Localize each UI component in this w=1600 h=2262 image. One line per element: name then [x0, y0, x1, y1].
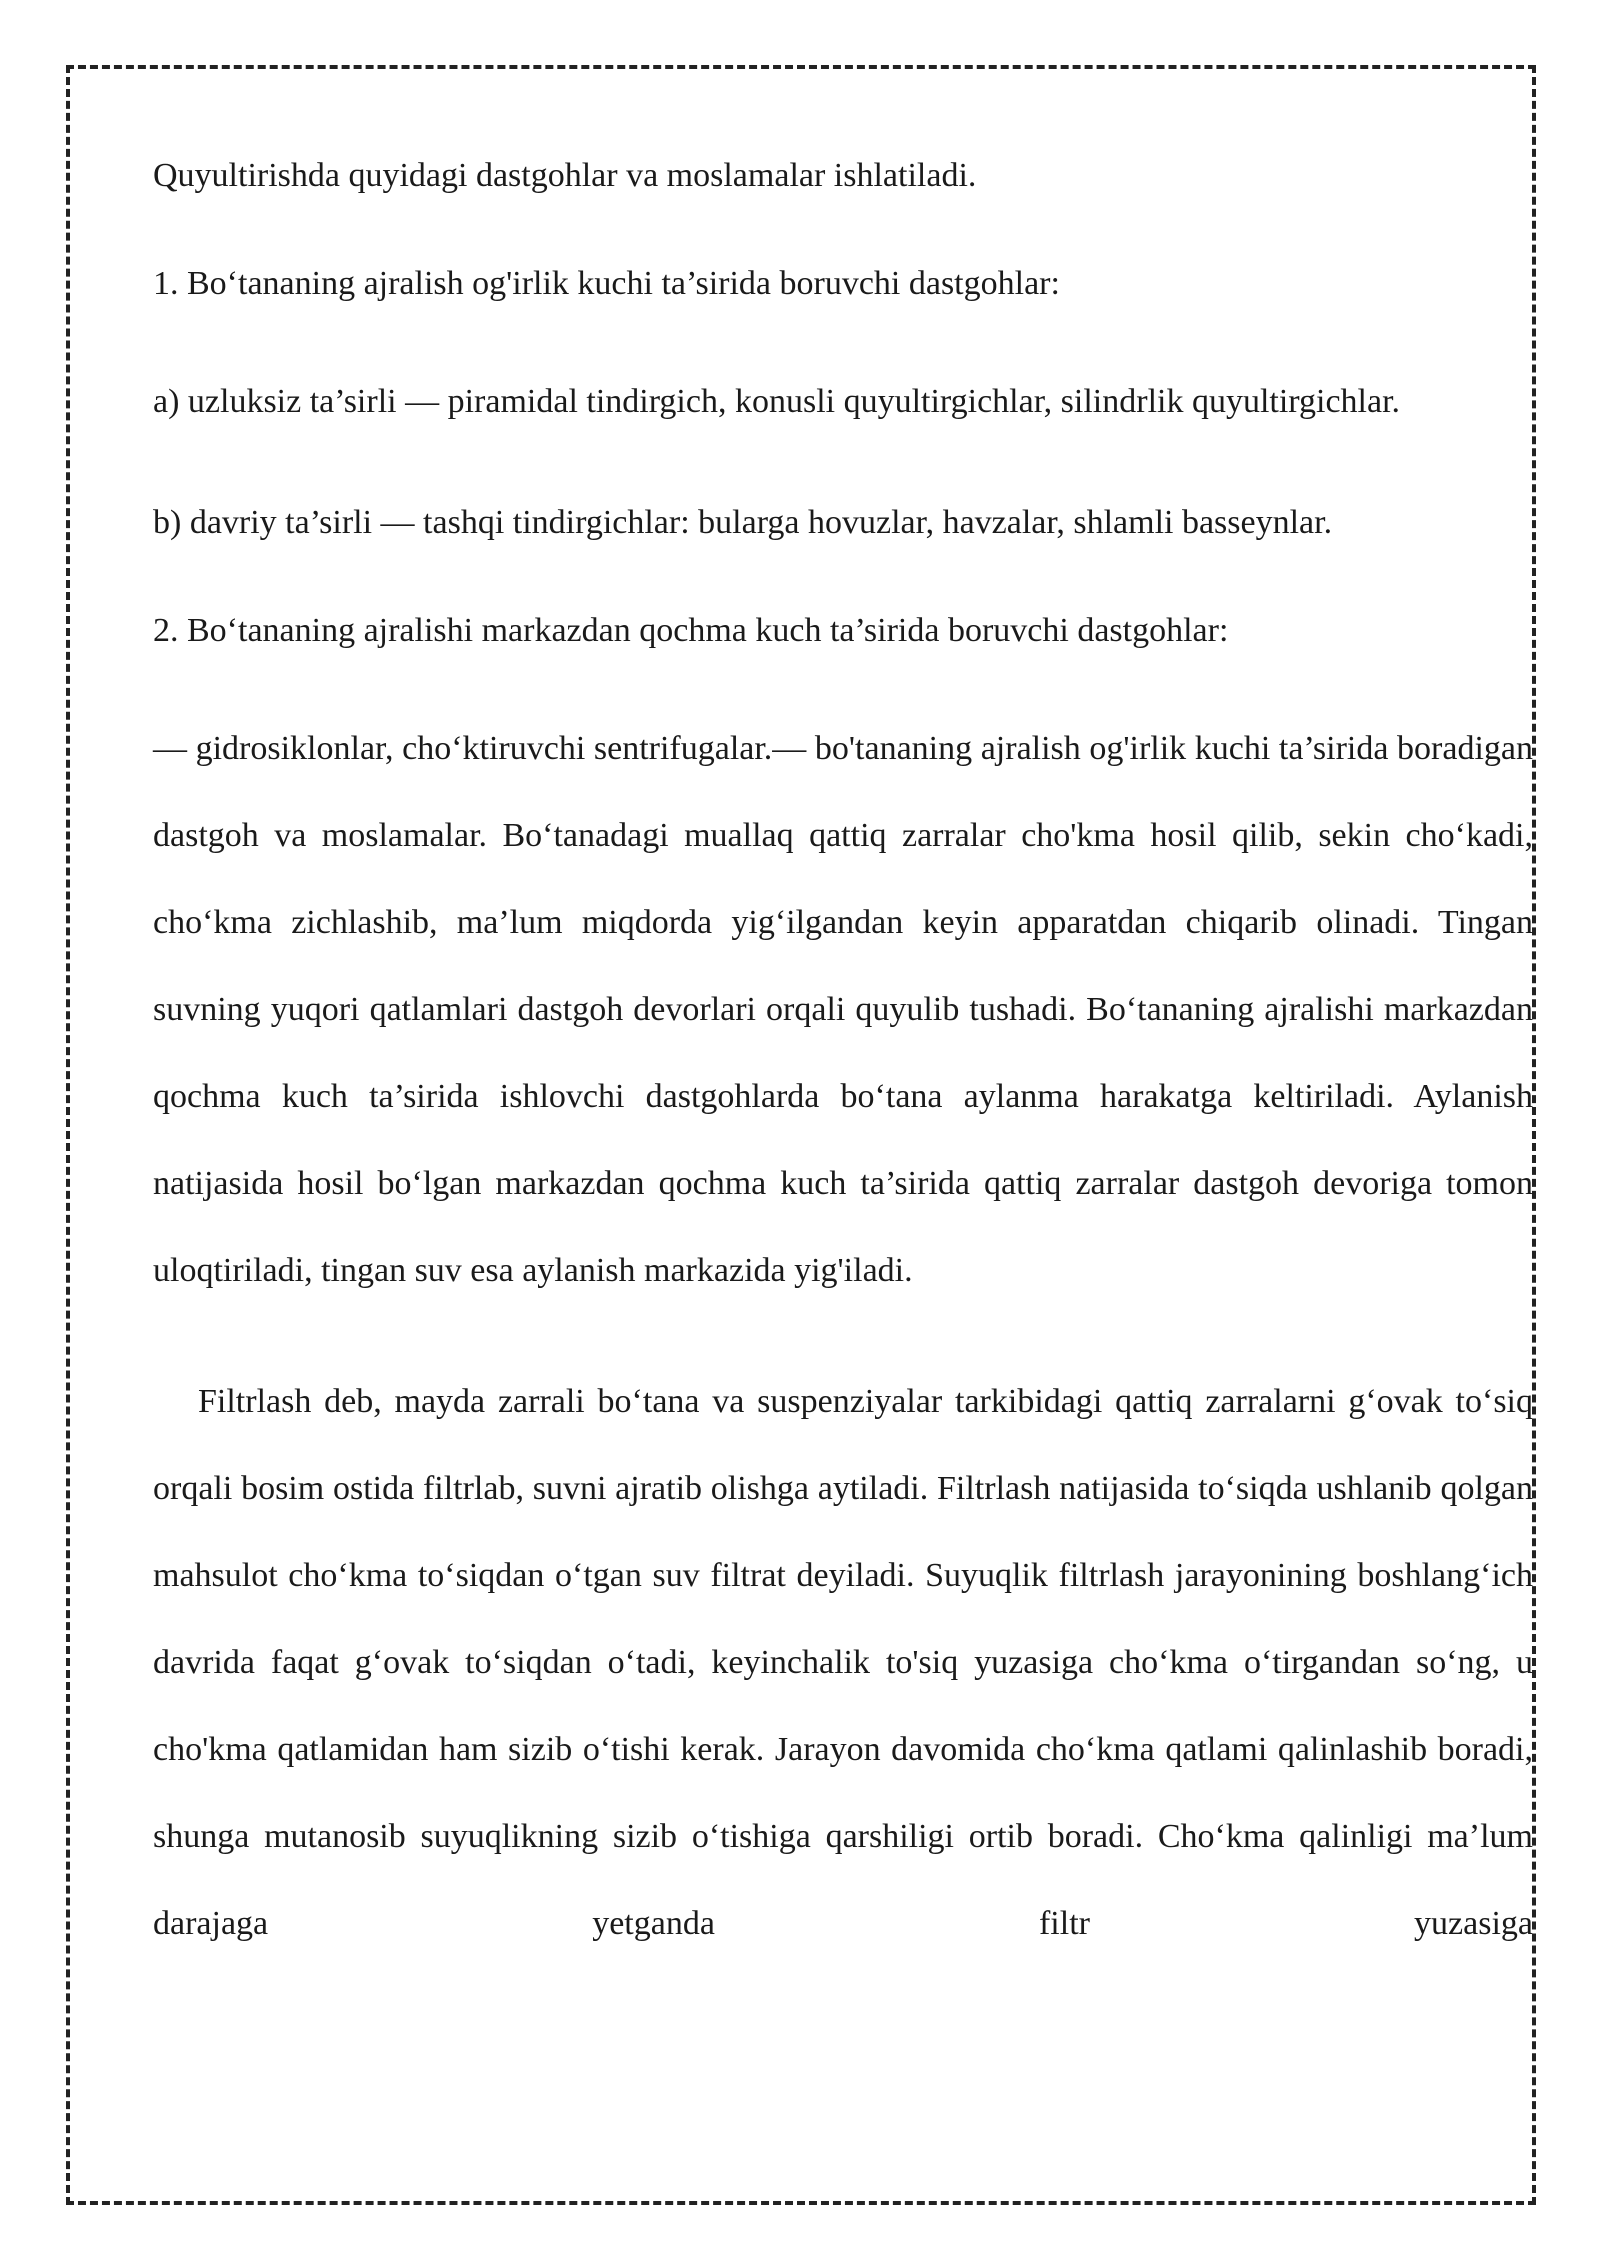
paragraph-filtration: Filtrlash deb, mayda zarrali bo‘tana va suspenziyalar tarkibidagi qattiq zarralarni g‘ovak to‘siq orqali bosim ostida filtrlab, suvni ajratib olishga aytiladi. Filtrlash natijasida to‘siqda ushlanib qolgan mahsulot cho‘kma to‘siqdan o‘tgan suv filtrat deyiladi. Suyuqlik filtrlash jarayonining boshlang‘ich davrida faqat g‘ovak to‘siqdan o‘tadi, keyinchalik to'siq yuzasiga cho‘kma o‘tirgandan so‘ng, u cho'kma qatlamidan ham sizib o‘tishi kerak. Jarayon davomida cho‘kma qatlami qalinlashib boradi, shunga mutanosib suyuqlikning sizib o‘tishiga qarshiligi ortib boradi. Cho‘kma qalinligi ma’lum darajaga yetganda filtr yuzasiga [153, 1383, 1533, 1942]
paragraph-intro: Quyultirishda quyidagi dastgohlar va moslamalar ishlatiladi. [153, 157, 977, 194]
paragraph-item-2: 2. Bo‘tananing ajralishi markazdan qochma kuch ta’sirida boruvchi dastgohlar: [153, 612, 1229, 649]
paragraph-centrifuge: — gidrosiklonlar, cho‘ktiruvchi sentrifugalar.— bo'tananing ajralish og'irlik kuchi ta’sirida boradigan dastgoh va moslamalar. Bo‘tanadagi muallaq qattiq zarralar cho'kma hosil qilib, sekin cho‘kadi, cho‘kma zichlashib, ma’lum miqdorda yig‘ilgandan keyin apparatdan chiqarib olinadi. Tingan suvning yuqori qatlamlari dastgoh devorlari orqali quyulib tushadi. Bo‘tananing ajralishi markazdan qochma kuch ta’sirida ishlovchi dastgohlarda bo‘tana aylanma harakatga keltiriladi. Aylanish natijasida hosil bo‘lgan markazdan qochma kuch ta’sirida qattiq zarralar dastgoh devoriga tomon uloqtiriladi, tingan suv esa aylanish markazida yig'iladi. [153, 730, 1533, 1289]
paragraph-item-a: a) uzluksiz ta’sirli — piramidal tindirgich, konusli quyultirgichlar, silindrlik quyultirgichlar. [153, 383, 1401, 420]
paragraph-item-1: 1. Bo‘tananing ajralish og'irlik kuchi ta’sirida boruvchi dastgohlar: [153, 265, 1060, 302]
paragraph-item-b: b) davriy ta’sirli — tashqi tindirgichlar: bularga hovuzlar, havzalar, shlamli basseynlar. [153, 504, 1333, 541]
document-body [153, 146, 1533, 1967]
